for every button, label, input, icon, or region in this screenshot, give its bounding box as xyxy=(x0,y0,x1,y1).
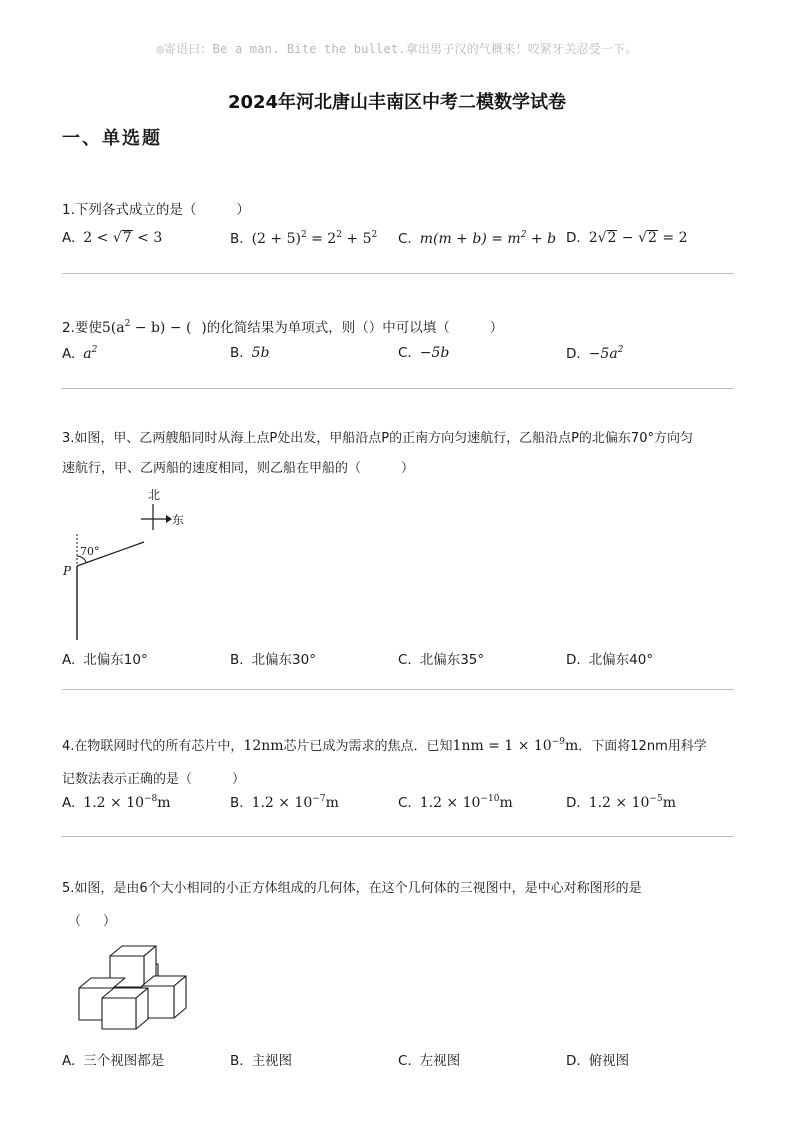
question-2-stem xyxy=(62,308,742,344)
question-2-options xyxy=(62,345,734,369)
question-1-options xyxy=(62,230,734,254)
option-label: B. xyxy=(230,652,244,668)
option-c[interactable] xyxy=(398,1049,460,1069)
question-2-text-end: ） xyxy=(489,320,504,336)
question-2-expression: $5(a^2 - b)$ − ( xyxy=(101,319,192,336)
option-label: B. xyxy=(230,231,244,247)
option-math: 5b xyxy=(251,345,270,361)
option-c[interactable] xyxy=(398,230,556,247)
option-a[interactable] xyxy=(62,794,171,811)
option-label: A. xyxy=(62,652,76,668)
option-d[interactable] xyxy=(566,794,676,811)
option-text: 北偏东40° xyxy=(588,652,654,668)
option-math: $1.2 \times 10^{-10}m$ xyxy=(419,794,513,811)
question-divider xyxy=(62,388,734,389)
option-d[interactable] xyxy=(566,1049,629,1069)
option-label: D. xyxy=(566,652,581,668)
option-math: $1.2 \times 10^{-7}m$ xyxy=(251,794,339,811)
option-math: 2√2 − √2 = 2 xyxy=(588,230,688,246)
option-a[interactable] xyxy=(62,230,162,246)
option-a[interactable] xyxy=(62,345,97,362)
option-b[interactable] xyxy=(230,648,316,668)
option-label: B. xyxy=(230,1053,244,1069)
option-c[interactable] xyxy=(398,648,484,668)
question-4-stem xyxy=(62,726,742,796)
north-label: 北 xyxy=(148,488,161,502)
option-math: $(2 + 5)^2 = 2^2 + 5^2$ xyxy=(251,230,378,247)
question-5-text-line2: （ ） xyxy=(68,914,117,929)
option-b[interactable] xyxy=(230,345,269,361)
option-label: D. xyxy=(566,230,581,246)
option-label: A. xyxy=(62,346,76,362)
page-title: 2024年河北唐山丰南区中考二模数学试卷 xyxy=(227,92,567,113)
option-math: −5b xyxy=(419,345,450,361)
question-5-stem xyxy=(62,872,742,938)
option-text: 俯视图 xyxy=(588,1053,630,1069)
option-label: C. xyxy=(398,231,412,247)
option-label: A. xyxy=(62,795,76,811)
option-a[interactable] xyxy=(62,1049,164,1069)
question-2-text: 2.要使 xyxy=(62,320,102,336)
option-text: 北偏东30° xyxy=(251,652,316,668)
option-b[interactable] xyxy=(230,794,339,811)
option-d[interactable] xyxy=(566,230,687,246)
option-text: 左视图 xyxy=(419,1053,461,1069)
question-5-text-line1: 5.如图，是由6个大小相同的小正方体组成的几何体，在这个几何体的三视图中，是中心对称图形的是 xyxy=(62,881,642,896)
section-heading: 一、单选题 xyxy=(62,128,162,149)
east-label: 东 xyxy=(172,513,185,527)
point-label: P xyxy=(63,564,72,578)
option-text: 三个视图都是 xyxy=(83,1053,165,1069)
option-label: D. xyxy=(566,1053,581,1069)
option-label: C. xyxy=(398,795,412,811)
option-b[interactable] xyxy=(230,230,377,247)
question-3-text-line2: 速航行，甲、乙两船的速度相同，则乙船在甲船的（ ） xyxy=(62,461,415,476)
option-a[interactable] xyxy=(62,648,148,668)
option-math: $m(m + b) = m^2 + b$ xyxy=(419,230,557,247)
option-b[interactable] xyxy=(230,1049,292,1069)
question-2-text-post: )的化简结果为单项式，则（）中可以填（ xyxy=(201,320,450,336)
option-c[interactable] xyxy=(398,345,449,361)
question-1-stem xyxy=(62,194,742,226)
question-3-options xyxy=(62,648,734,672)
question-1-text-end: ） xyxy=(236,202,250,218)
question-4-text-line1: 4.在物联网时代的所有芯片中，12nm芯片已成为需求的焦点．已知$1nm = 1 \times 10^{-9}m$．下面将12nm用科学 xyxy=(62,737,707,754)
option-label: C. xyxy=(398,652,412,668)
option-label: A. xyxy=(62,230,76,246)
option-text: 主视图 xyxy=(251,1053,293,1069)
option-text: 北偏东35° xyxy=(419,652,485,668)
option-text: 北偏东10° xyxy=(83,652,148,668)
page-motto: ◎寄语曰：Be a man. Bite the bullet.拿出男子汉的气概来！咬紧牙关忍受一下。 xyxy=(156,42,638,56)
option-d[interactable] xyxy=(566,345,623,362)
option-math: $-5a^2$ xyxy=(588,345,624,362)
compass-figure xyxy=(60,486,200,646)
option-label: D. xyxy=(566,795,581,811)
option-c[interactable] xyxy=(398,794,513,811)
question-4-text-line2: 记数法表示正确的是（ ） xyxy=(62,772,246,787)
angle-label: 70° xyxy=(80,545,100,558)
question-divider xyxy=(62,273,734,274)
option-d[interactable] xyxy=(566,648,653,668)
question-3-text-line1: 3.如图，甲、乙两艘船同时从海上点P处出发，甲船沿点P的正南方向匀速航行，乙船沿点P的北偏东70°方向匀 xyxy=(62,431,693,446)
question-1-text: 1.下列各式成立的是（ xyxy=(62,202,197,218)
option-label: D. xyxy=(566,346,581,362)
question-divider xyxy=(62,689,734,690)
question-divider xyxy=(62,836,734,837)
question-3-stem xyxy=(62,424,742,484)
option-label: C. xyxy=(398,345,412,361)
option-label: B. xyxy=(230,345,244,361)
question-5-options xyxy=(62,1049,734,1073)
cube-front-front xyxy=(102,998,136,1029)
option-label: A. xyxy=(62,1053,76,1069)
option-label: B. xyxy=(230,795,244,811)
option-math: 2 < √7 < 3 xyxy=(83,230,163,246)
cube-figure xyxy=(74,938,198,1038)
question-4-options xyxy=(62,794,734,818)
option-math: $a^2$ xyxy=(83,345,98,362)
option-math: $1.2 \times 10^{-8}m$ xyxy=(83,794,171,811)
option-math: $1.2 \times 10^{-5}m$ xyxy=(588,794,676,811)
option-label: C. xyxy=(398,1053,412,1069)
